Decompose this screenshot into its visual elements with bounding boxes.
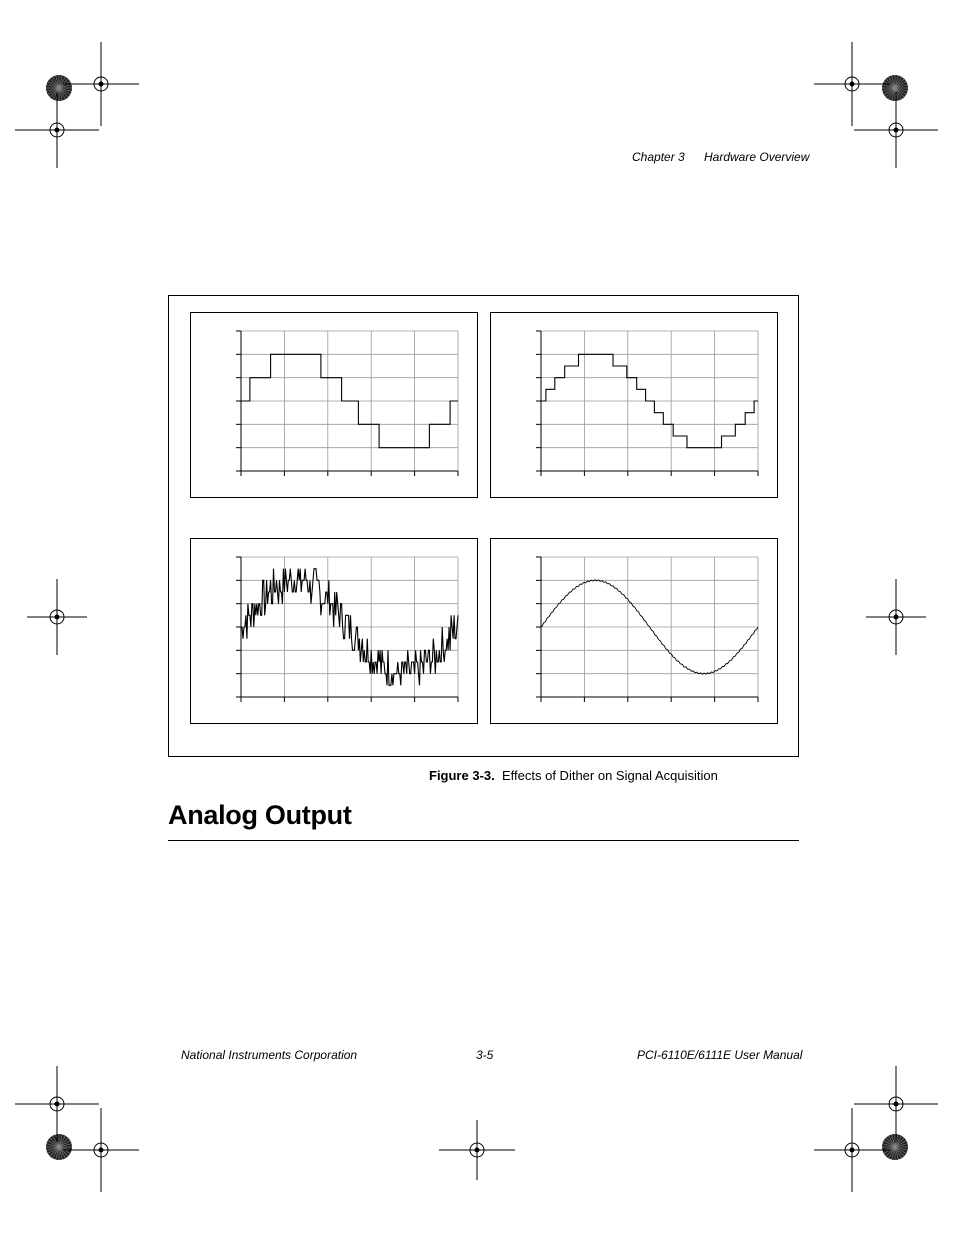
footer-manual-title: PCI-6110E/6111E User Manual xyxy=(637,1048,803,1062)
figure-number: Figure 3-3. xyxy=(429,768,495,783)
footer-publisher: National Instruments Corporation xyxy=(181,1048,358,1062)
running-head-section: Hardware Overview xyxy=(704,150,810,164)
footer-page-number: 3-5 xyxy=(476,1048,494,1062)
running-head-chapter: Chapter 3 xyxy=(632,150,685,164)
figure-caption-text: Effects of Dither on Signal Acquisition xyxy=(501,768,718,783)
section-heading: Analog Output xyxy=(168,800,352,830)
